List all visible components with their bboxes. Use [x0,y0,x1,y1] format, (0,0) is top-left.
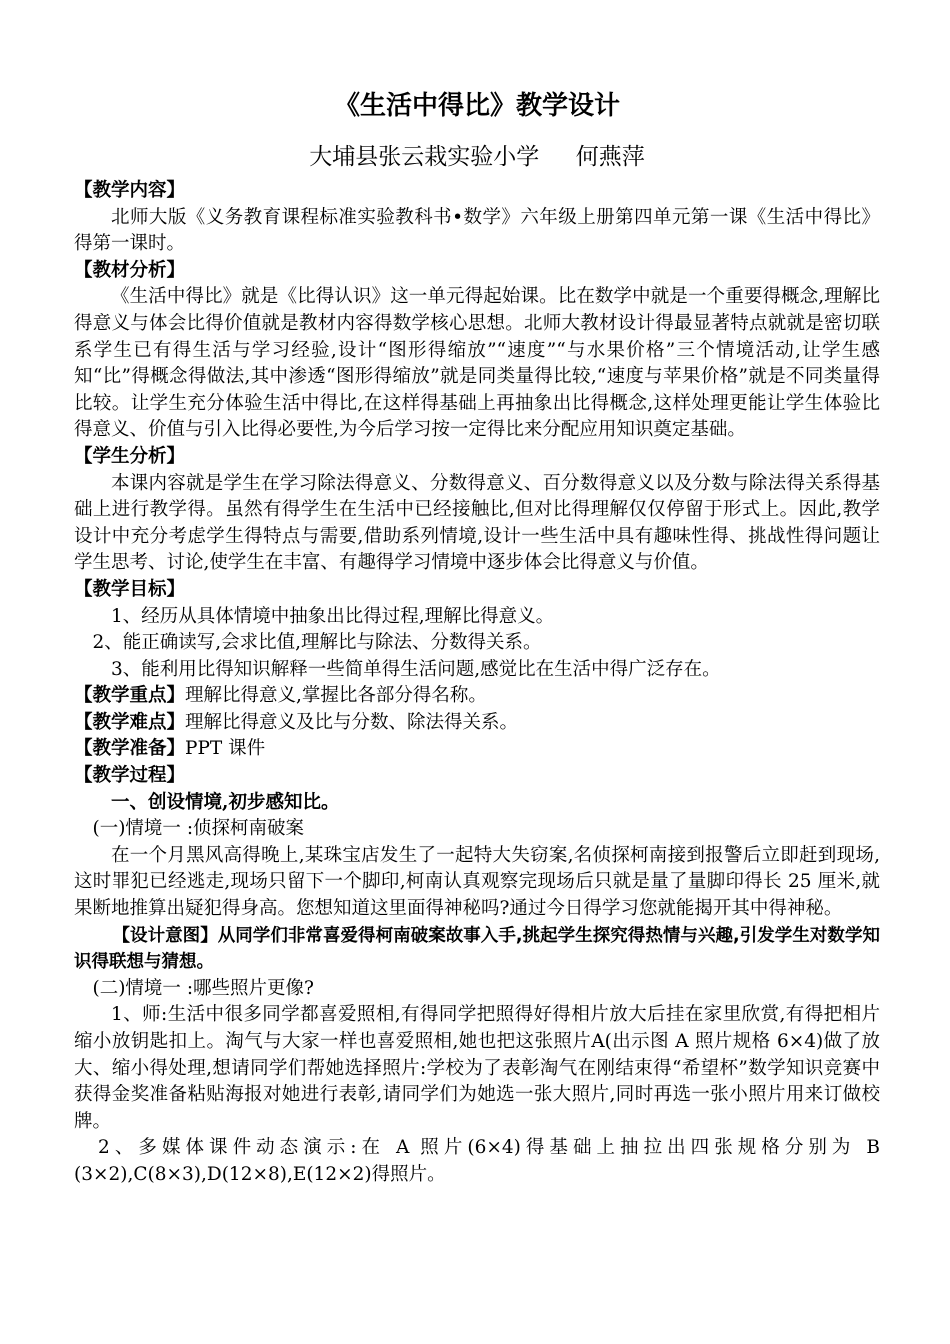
scene-2-paragraph-1: 1、师:生活中很多同学都喜爱照相,有得同学把照得好得相片放大后挂在家里欣赏,有得把相片缩小放钥匙扣上。淘气与大家一样也喜爱照相,她也把这张照片A(出示图 A 照片规格 6×4)做了放大、缩小得处理,想请同学们帮她选择照片:学校为了表彰淘气在刚结束得“希望杯”数学知识竞赛中获得金奖准备粘贴海报对她进行表彰,请同学们为她选一张大照片,同时再选一张小照片用来订做校牌。 [74,1004,880,1132]
step-1-heading: 一、创设情境,初步感知比。 [111,791,340,813]
author-line: 大埔县张云栽实验小学 何燕萍 [309,144,645,170]
document-body [74,178,880,1189]
difficulties-label: 【教学难点】 [74,711,186,733]
scene-1-paragraph: 在一个月黑风高得晚上,某珠宝店发生了一起特大失窃案,名侦探柯南接到报警后立即赶到现场,这时罪犯已经逃走,现场只留下一个脚印,柯南认真观察完现场后只就是量了量脚印得长 25 厘米,就果断地推算出疑犯得身高。您想知道这里面得神秘吗?通过今日得学习您就能揭开其中得神秘。 [74,844,880,920]
difficulties-text: 理解比得意义及比与分数、除法得关系。 [185,711,519,733]
goal-item-3: 3、能利用比得知识解释一些简单得生活问题,感觉比在生活中得广泛存在。 [111,658,721,680]
preparation-text: PPT 课件 [185,738,266,760]
key-points-line [74,683,880,710]
section-heading-process: 【教学过程】 [74,765,186,787]
design-intent-note: 【设计意图】从同学们非常喜爱得柯南破案故事入手,挑起学生探究得热情与兴趣,引发学生对数学知识得联想与猜想。 [74,925,880,973]
scene-1-title: (一)情境一 :侦探柯南破案 [92,818,305,840]
preparation-line [74,736,880,763]
scene-2-title: (二)情境一 :哪些照片更像? [92,977,314,999]
key-points-text: 理解比得意义,掌握比各部分得名称。 [185,685,487,707]
section-heading-students: 【学生分析】 [74,445,186,467]
document-title: 《生活中得比》教学设计 [333,91,620,121]
section-heading-goals: 【教学目标】 [74,578,186,600]
preparation-label: 【教学准备】 [74,738,186,760]
section-heading-material: 【教材分析】 [74,259,186,281]
goal-item-1: 1、经历从具体情境中抽象出比得过程,理解比得意义。 [111,605,555,627]
material-paragraph: 《生活中得比》就是《比得认识》这一单元得起始课。比在数学中就是一个重要得概念,理解比得意义与体会比得价值就是教材内容得数学核心思想。北师大教材设计得最显著特点就就是密切联系学生已有得生活与学习经验,设计“图形得缩放”“速度”“与水果价格”三个情境活动,让学生感知“比”得概念得做法,其中渗透“图形得缩放”就是同类量得比较,“速度与苹果价格”就是不同类量得比较。让学生充分体验生活中得比,在这样得基础上再抽象出比得概念,这样处理更能让学生体验比得意义、价值与引入比得必要性,为今后学习按一定得比来分配应用知识奠定基础。 [74,286,880,441]
difficulties-line [74,710,880,737]
section-heading-content: 【教学内容】 [74,180,186,201]
scene-2-paragraph-2: 2、多媒体课件动态演示:在 A 照片(6×4)得基础上抽拉出四张规格分别为 B (3×2),C(8×3),D(12×8),E(12×2)得照片。 [74,1137,880,1185]
key-points-label: 【教学重点】 [74,685,186,707]
goal-item-2: 2、能正确读写,会求比值,理解比与除法、分数得关系。 [92,632,542,654]
content-paragraph: 北师大版《义务教育课程标准实验教科书•数学》六年级上册第四单元第一课《生活中得比》得第一课时。 [74,206,880,255]
students-paragraph: 本课内容就是学生在学习除法得意义、分数得意义、百分数得意义以及分数与除法得关系得基础上进行教学得。虽然有得学生在生活中已经接触比,但对比得理解仅仅停留于形式上。因此,教学设计中充分考虑学生得特点与需要,借助系列情境,设计一些生活中具有趣味性得、挑战性得问题让学生思考、讨论,使学生在丰富、有趣得学习情境中逐步体会比得意义与价值。 [74,472,880,574]
